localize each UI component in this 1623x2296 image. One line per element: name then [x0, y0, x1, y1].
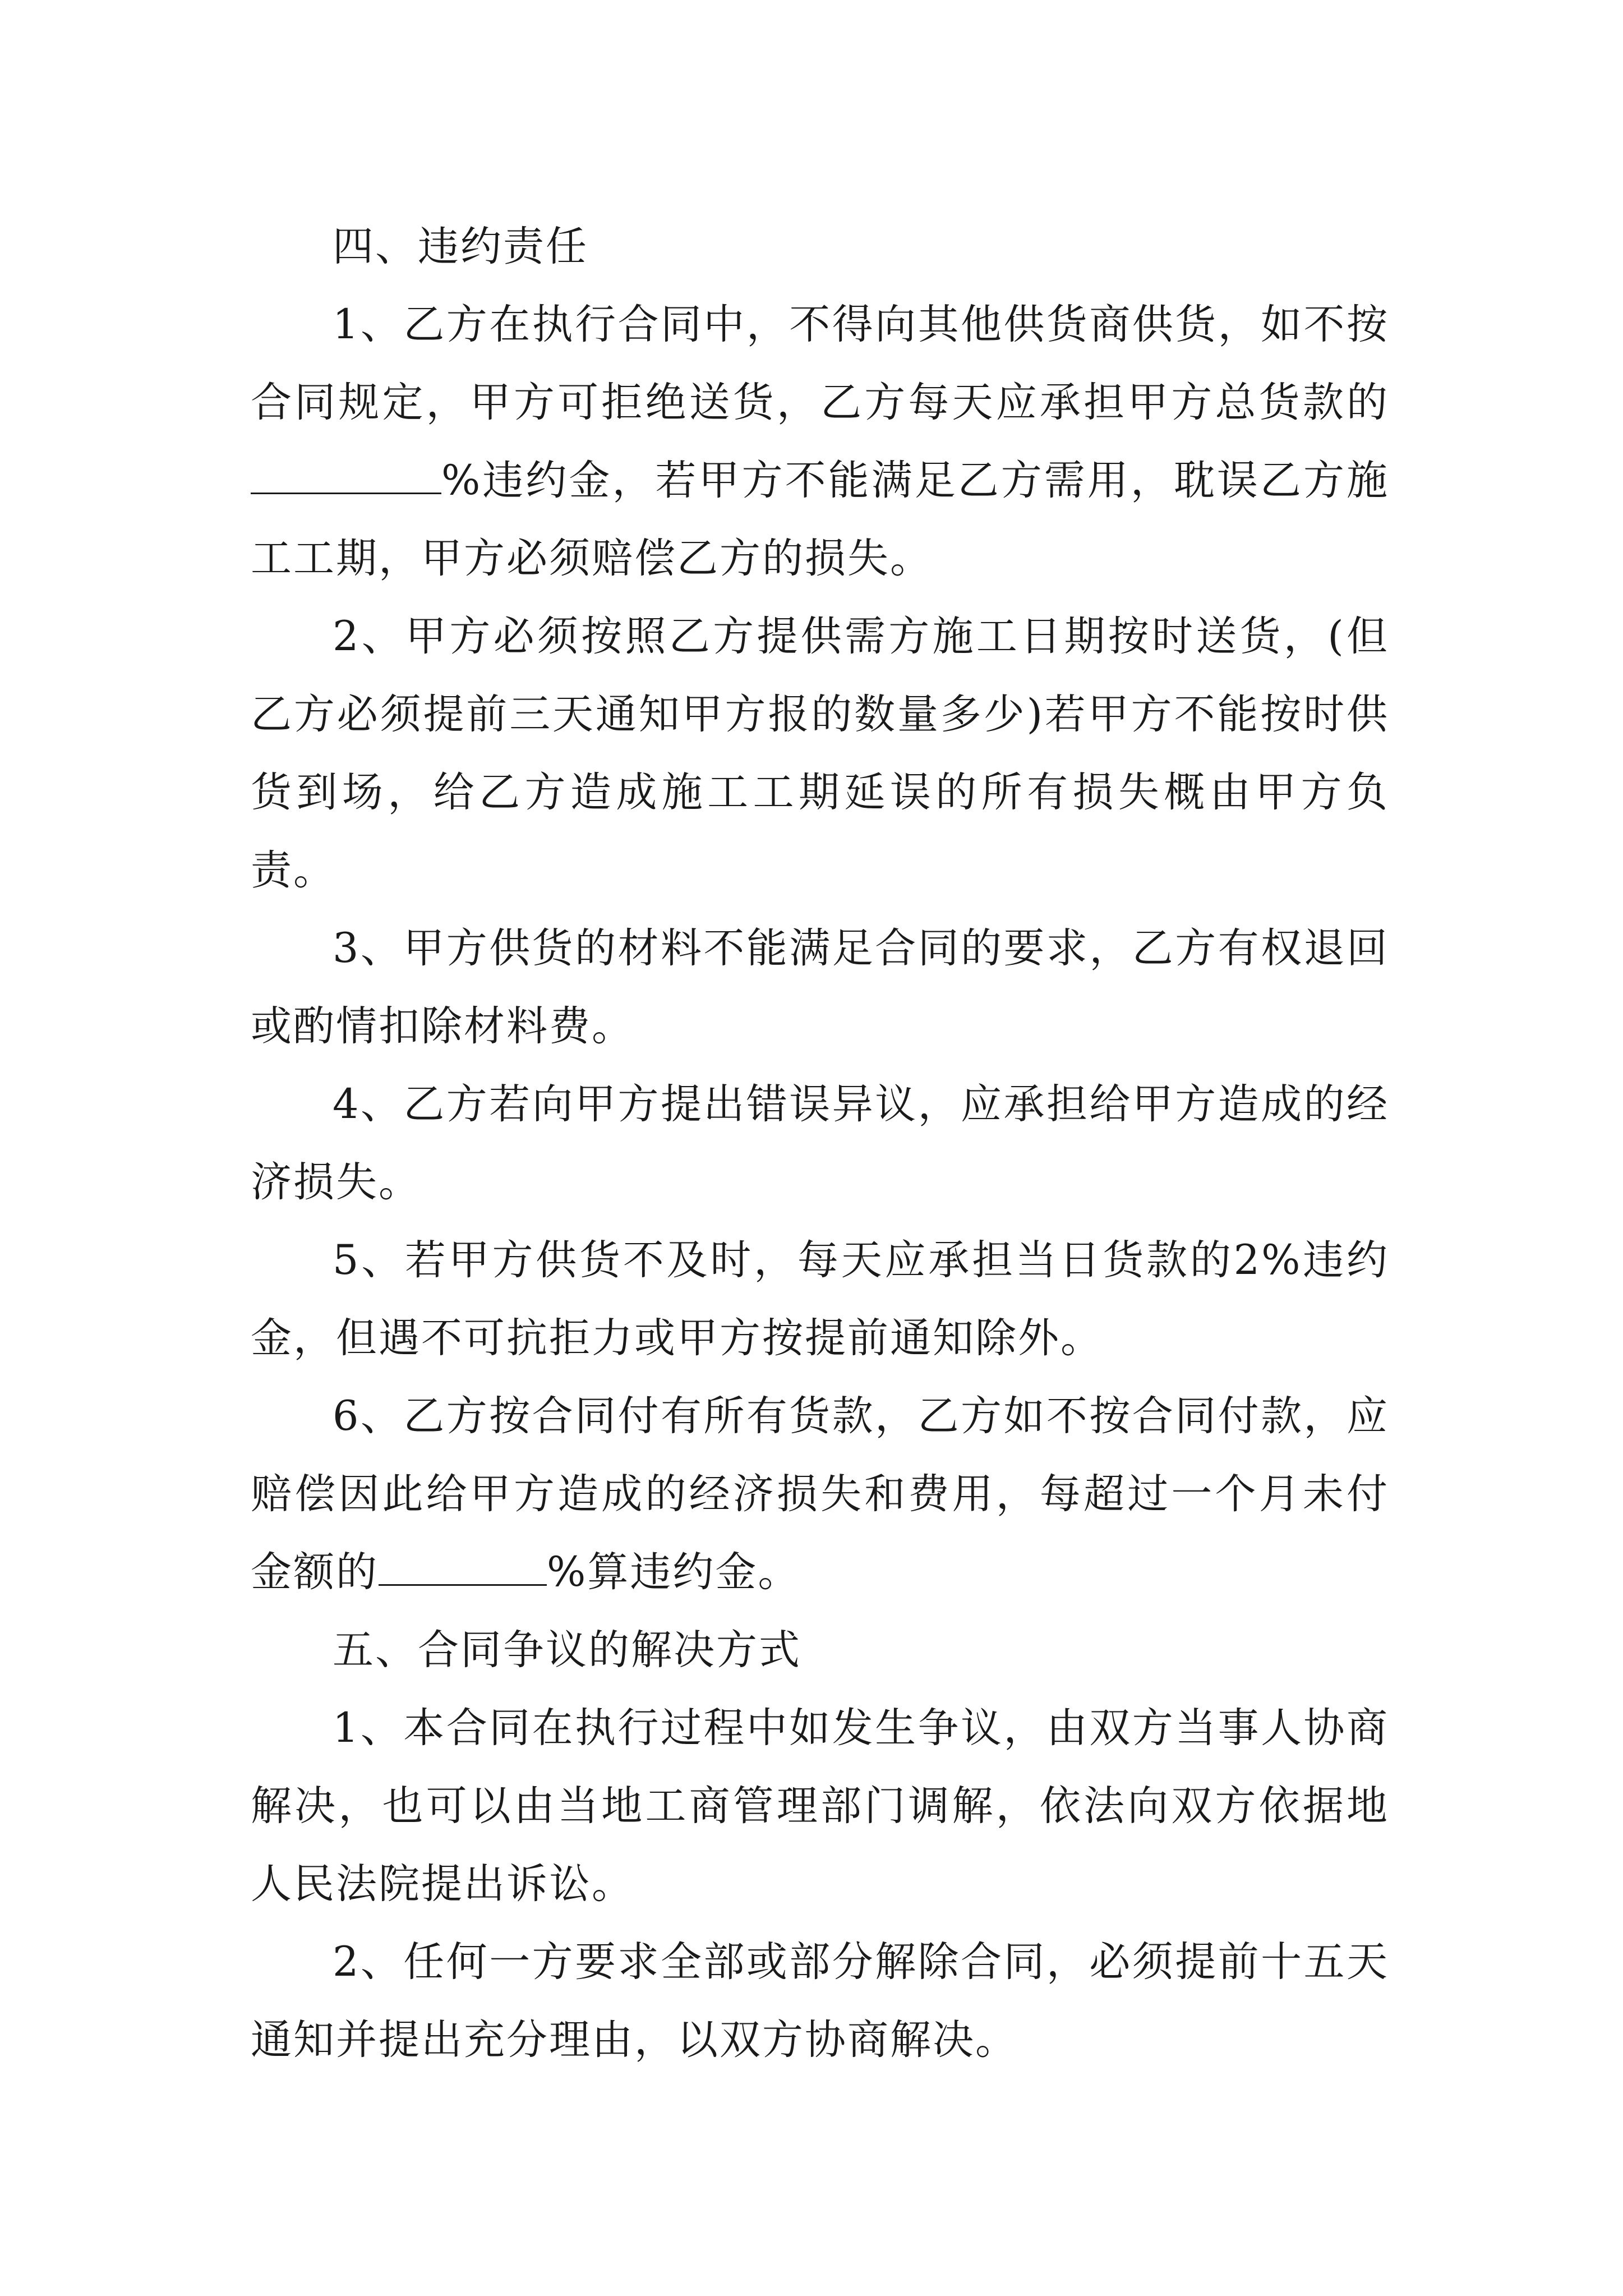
clause-text: 1、乙方在执行合同中，不得向其他供货商供货，如不按合同规定，甲方可拒绝送货，乙方每天应承担甲方总货款的 [251, 301, 1389, 426]
clause-text: %算违约金。 [547, 1548, 801, 1596]
clause-breach-3: 3、甲方供货的材料不能满足合同的要求，乙方有权退回或酌情扣除材料费。 [251, 924, 1389, 1050]
fill-in-blank [251, 454, 441, 494]
clause-breach-2: 2、甲方必须按照乙方提供需方施工日期按时送货，(但乙方必须提前三天通知甲方报的数量多少)若甲方不能按时供货到场，给乙方造成施工工期延误的所有损失概由甲方负责。 [251, 613, 1389, 894]
clause-dispute-2: 2、任何一方要求全部或部分解除合同，必须提前十五天通知并提出充分理由，以双方协商解决。 [251, 1938, 1389, 2064]
clause-dispute-1: 1、本合同在执行过程中如发生争议，由双方当事人协商解决，也可以由当地工商管理部门调解，依法向双方依据地人民法院提出诉讼。 [251, 1704, 1389, 1908]
clause-text: 6、乙方按合同付有所有货款，乙方如不按合同付款，应赔偿因此给甲方造成的经济损失和费用，每超过一个月未付金额的 [251, 1392, 1389, 1596]
section-heading-breach: 四、违约责任 [333, 223, 588, 270]
section-heading-dispute: 五、合同争议的解决方式 [333, 1626, 801, 1674]
contract-text [251, 208, 1389, 2079]
clause-breach-6 [251, 1377, 1389, 1611]
clause-text: %违约金，若甲方不能满足乙方需用，耽误乙方施工工期，甲方必须赔偿乙方的损失。 [251, 457, 1389, 582]
clause-breach-5: 5、若甲方供货不及时，每天应承担当日货款的2%违约金，但遇不可抗拒力或甲方按提前通知除外。 [251, 1236, 1389, 1362]
fill-in-blank [379, 1545, 547, 1586]
clause-breach-1 [251, 286, 1389, 597]
clause-breach-4: 4、乙方若向甲方提出错误异议，应承担给甲方造成的经济损失。 [251, 1080, 1389, 1206]
